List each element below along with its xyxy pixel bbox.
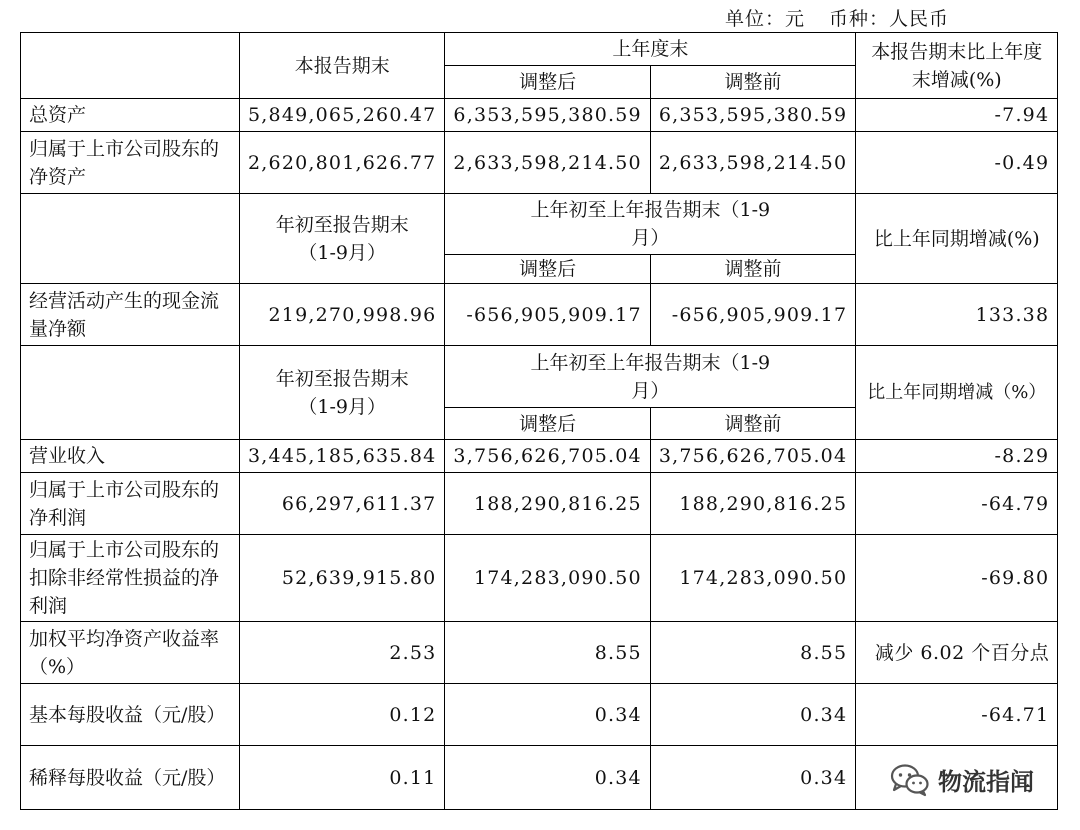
header-blank-cell bbox=[21, 33, 240, 99]
row-label: 基本每股收益（元/股） bbox=[21, 684, 240, 746]
value-change: -64.79 bbox=[856, 473, 1058, 535]
header-adjusted-before: 调整前 bbox=[650, 66, 855, 99]
header-change-vs-prior-period: 比上年同期增减(%) bbox=[856, 194, 1058, 284]
value-adjusted-after: 8.55 bbox=[445, 622, 650, 684]
value-adjusted-before: 0.34 bbox=[650, 746, 855, 810]
value-adjusted-after: 3,756,626,705.04 bbox=[445, 440, 650, 473]
header-adjusted-after: 调整后 bbox=[445, 255, 650, 284]
value-current: 0.11 bbox=[240, 746, 445, 810]
header-adjusted-before: 调整前 bbox=[650, 408, 855, 440]
header-ytd-current: 年初至报告期末（1-9月） bbox=[240, 194, 445, 284]
value-adjusted-before: 2,633,598,214.50 bbox=[650, 132, 855, 194]
currency-label: 币种：人民币 bbox=[829, 8, 950, 30]
value-change: -8.29 bbox=[856, 440, 1058, 473]
value-change: -64.71 bbox=[856, 684, 1058, 746]
header-current-period-end: 本报告期末 bbox=[240, 33, 445, 99]
header-blank-cell bbox=[21, 194, 240, 284]
watermark-text: 物流指闻 bbox=[938, 768, 1034, 796]
value-change: 减少 6.02 个百分点 bbox=[856, 622, 1058, 684]
row-label: 归属于上市公司股东的扣除非经常性损益的净利润 bbox=[21, 535, 240, 622]
header-change-vs-prior-year-end: 本报告期末比上年度末增减(%) bbox=[856, 33, 1058, 99]
table-row bbox=[21, 622, 1058, 684]
value-adjusted-before: 3,756,626,705.04 bbox=[650, 440, 855, 473]
row-label: 稀释每股收益（元/股） bbox=[21, 746, 240, 810]
table-row bbox=[21, 99, 1058, 132]
financial-data-table bbox=[20, 32, 1058, 810]
watermark bbox=[890, 762, 1034, 797]
value-current: 2,620,801,626.77 bbox=[240, 132, 445, 194]
unit-currency-line bbox=[725, 4, 949, 31]
value-change: 133.38 bbox=[856, 284, 1058, 346]
value-adjusted-after: -656,905,909.17 bbox=[445, 284, 650, 346]
table-row bbox=[21, 132, 1058, 194]
header-ytd-prior: 上年初至上年报告期末（1-9月） bbox=[445, 194, 856, 255]
value-adjusted-before: 8.55 bbox=[650, 622, 855, 684]
value-adjusted-before: 6,353,595,380.59 bbox=[650, 99, 855, 132]
header-adjusted-after: 调整后 bbox=[445, 66, 650, 99]
table-row bbox=[21, 684, 1058, 746]
header-change-vs-prior-period: 比上年同期增减（%） bbox=[856, 346, 1058, 440]
value-adjusted-after: 188,290,816.25 bbox=[445, 473, 650, 535]
value-current: 0.12 bbox=[240, 684, 445, 746]
value-current: 5,849,065,260.47 bbox=[240, 99, 445, 132]
value-adjusted-after: 0.34 bbox=[445, 746, 650, 810]
value-adjusted-before: 0.34 bbox=[650, 684, 855, 746]
header-ytd-current: 年初至报告期末（1-9月） bbox=[240, 346, 445, 440]
table-row bbox=[21, 440, 1058, 473]
value-change: -69.80 bbox=[856, 535, 1058, 622]
table-row bbox=[21, 535, 1058, 622]
value-adjusted-after: 6,353,595,380.59 bbox=[445, 99, 650, 132]
value-change: -7.94 bbox=[856, 99, 1058, 132]
value-current: 3,445,185,635.84 bbox=[240, 440, 445, 473]
row-label: 总资产 bbox=[21, 99, 240, 132]
value-adjusted-before: 188,290,816.25 bbox=[650, 473, 855, 535]
value-current: 66,297,611.37 bbox=[240, 473, 445, 535]
unit-label: 单位：元 bbox=[725, 8, 806, 30]
value-adjusted-after: 0.34 bbox=[445, 684, 650, 746]
value-change: -0.49 bbox=[856, 132, 1058, 194]
value-adjusted-before: 174,283,090.50 bbox=[650, 535, 855, 622]
header-ytd-prior: 上年初至上年报告期末（1-9月） bbox=[445, 346, 856, 408]
value-current: 52,639,915.80 bbox=[240, 535, 445, 622]
value-current: 2.53 bbox=[240, 622, 445, 684]
value-adjusted-before: -656,905,909.17 bbox=[650, 284, 855, 346]
header-prior-year-end: 上年度末 bbox=[445, 33, 856, 66]
value-current: 219,270,998.96 bbox=[240, 284, 445, 346]
header-blank-cell bbox=[21, 346, 240, 440]
row-label: 经营活动产生的现金流量净额 bbox=[21, 284, 240, 346]
table-row bbox=[21, 473, 1058, 535]
row-label: 营业收入 bbox=[21, 440, 240, 473]
table-row bbox=[21, 284, 1058, 346]
header-adjusted-before: 调整前 bbox=[650, 255, 855, 284]
wechat-icon bbox=[890, 763, 930, 797]
header-adjusted-after: 调整后 bbox=[445, 408, 650, 440]
row-label: 加权平均净资产收益率（%） bbox=[21, 622, 240, 684]
row-label: 归属于上市公司股东的净资产 bbox=[21, 132, 240, 194]
row-label: 归属于上市公司股东的净利润 bbox=[21, 473, 240, 535]
value-adjusted-after: 2,633,598,214.50 bbox=[445, 132, 650, 194]
value-adjusted-after: 174,283,090.50 bbox=[445, 535, 650, 622]
